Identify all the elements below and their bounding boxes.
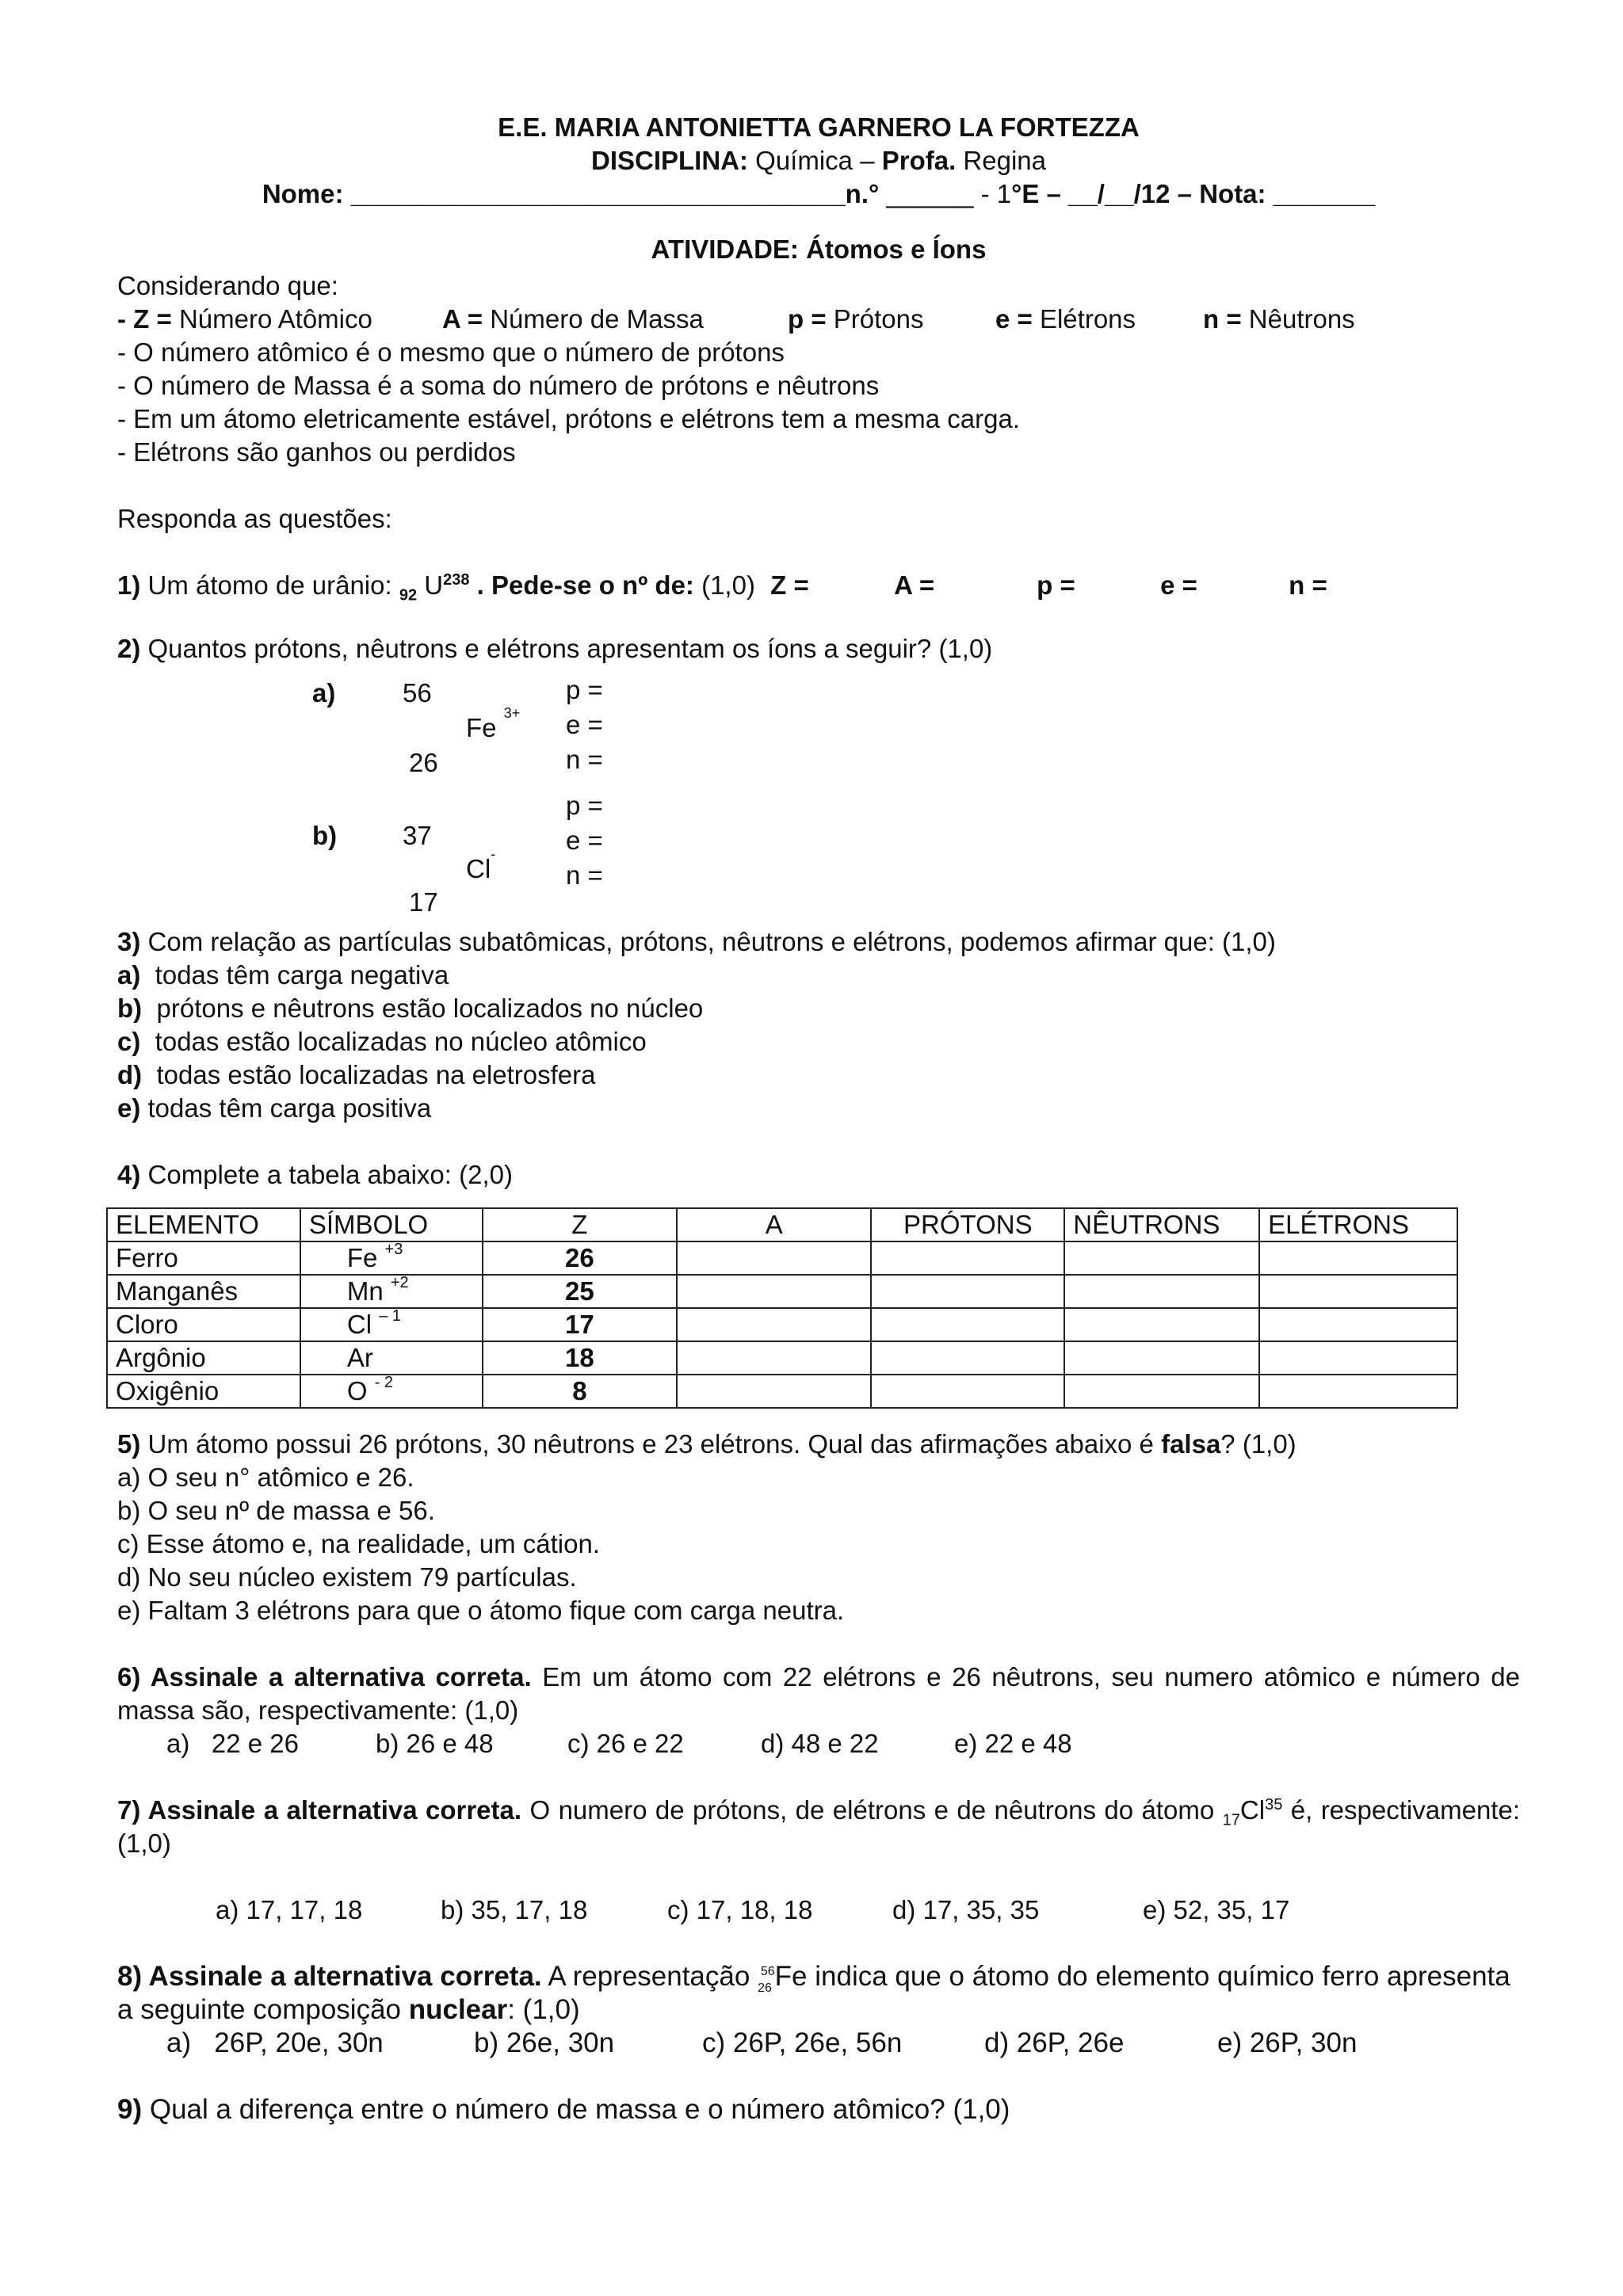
q8-option: c) 26P, 26e, 56n (702, 2027, 903, 2058)
question-4 (117, 1158, 1520, 1192)
q1-field-a: A = (894, 570, 935, 600)
q6-number: 6) (117, 1662, 141, 1691)
question-7 (117, 1794, 1520, 1860)
def-a-val: Número de Massa (490, 304, 704, 334)
q1-field-e: e = (1160, 570, 1197, 600)
ion-a-field-n: n = (566, 745, 603, 774)
z-cell: 8 (483, 1375, 677, 1408)
z-cell: 17 (483, 1308, 677, 1341)
intro-considering: Considerando que: (117, 271, 338, 300)
q8-bold: Assinale a alternativa correta. (142, 1961, 542, 1992)
q7-option: d) 17, 35, 35 (892, 1895, 1040, 1924)
ion-a-symbol: Fe $^{3+}$ (466, 705, 521, 742)
q8-points: : (1,0) (507, 1994, 580, 2025)
electrons-input-cell[interactable] (1259, 1241, 1457, 1275)
ion-a-field-p: p = (566, 675, 603, 704)
q3-option: a) todas têm carga negativa (117, 960, 449, 990)
ion-a-atomic: 26 (409, 748, 438, 777)
q7-text: O numero de prótons, de elétrons e de nêutrons do átomo (521, 1795, 1223, 1825)
q1-ask: . Pede-se o nº de: (469, 570, 694, 600)
q8-text: A representação (541, 1961, 758, 1992)
table-header: ELEMENTO (107, 1208, 300, 1241)
protons-input-cell[interactable] (871, 1275, 1064, 1308)
protons-input-cell[interactable] (871, 1308, 1064, 1341)
q5-points: ? (1,0) (1220, 1429, 1296, 1459)
question-5 (117, 1428, 1520, 1461)
table-header-row (107, 1208, 1457, 1241)
neutrons-input-cell[interactable] (1064, 1241, 1259, 1275)
q5-option: a) O seu n° atômico e 26. (117, 1463, 414, 1492)
q8-number: 8) (117, 1961, 143, 1992)
rule-line: - O número atômico é o mesmo que o número de prótons (117, 338, 785, 367)
q8-option: b) 26e, 30n (474, 2027, 615, 2058)
turma-date-nota: °E – __/__/12 – Nota: _______ (1011, 179, 1376, 208)
a-input-cell[interactable] (677, 1341, 871, 1375)
a-input-cell[interactable] (677, 1275, 871, 1308)
q3-text: Com relação as partículas subatômicas, prótons, nêutrons e elétrons, podemos afirmar que: (1,0) (140, 927, 1276, 956)
z-cell: 25 (483, 1275, 677, 1308)
q7-option: a) 17, 17, 18 (216, 1895, 363, 1924)
def-p-key: p = (788, 304, 834, 334)
table-row (107, 1241, 1457, 1275)
ion-a-charge: 3+ (503, 705, 521, 721)
q1-number: 1) (117, 570, 141, 600)
q8-mass-number: 56 (760, 1965, 775, 1979)
q7-text-end: é, respectivamente: (1,0) (117, 1795, 1520, 1858)
z-cell: 26 (483, 1241, 677, 1275)
activity-title: ATIVIDADE: Átomos e Íons (651, 235, 987, 264)
q7-symbol: Cl (1239, 1795, 1266, 1825)
table-row (107, 1341, 1457, 1375)
q6-option: a) 22 e 26 (166, 1729, 299, 1758)
disciplina-label: DISCIPLINA: (590, 146, 748, 175)
q8-bold-word: nuclear (408, 1994, 508, 2025)
q8-option: d) 26P, 26e (984, 2027, 1125, 2058)
q5-option: d) No seu núcleo existem 79 partículas. (117, 1562, 577, 1592)
def-e-key: e = (995, 304, 1040, 334)
table-row (107, 1275, 1457, 1308)
a-input-cell[interactable] (677, 1308, 871, 1341)
q1-field-z: Z = (770, 570, 809, 600)
school-name: E.E. MARIA ANTONIETTA GARNERO LA FORTEZZA (498, 113, 1140, 142)
table-header: A (677, 1208, 871, 1241)
q6-option: c) 26 e 22 (567, 1729, 684, 1758)
element-cell: Argônio (107, 1341, 300, 1375)
rule-line: - Em um átomo eletricamente estável, prótons e elétrons tem a mesma carga. (117, 404, 1020, 433)
ion-a-label: a) (312, 678, 336, 707)
student-info-line (117, 177, 1520, 211)
ion-b-atomic: 17 (409, 887, 438, 917)
header (117, 111, 1520, 211)
definitions-line (117, 303, 1520, 336)
table-header: Z (483, 1208, 677, 1241)
def-e-val: Elétrons (1039, 304, 1136, 334)
q8-option: e) 26P, 30n (1217, 2027, 1358, 2058)
q7-bold: Assinale a alternativa correta. (140, 1795, 522, 1825)
protons-input-cell[interactable] (871, 1375, 1064, 1408)
numero-blank: ______ - 1 (879, 179, 1012, 208)
question-2 (117, 632, 1520, 666)
ion-b-field-p: p = (566, 791, 603, 820)
neutrons-input-cell[interactable] (1064, 1341, 1259, 1375)
q7-atomic-number: 17 (1222, 1811, 1240, 1829)
q6-option: d) 48 e 22 (761, 1729, 879, 1758)
electrons-input-cell[interactable] (1259, 1341, 1457, 1375)
q3-option: b) prótons e nêutrons estão localizados no núcleo (117, 994, 704, 1023)
def-z-key: - Z = (117, 304, 179, 334)
neutrons-input-cell[interactable] (1064, 1275, 1259, 1308)
table-header: PRÓTONS (871, 1208, 1064, 1241)
neutrons-input-cell[interactable] (1064, 1308, 1259, 1341)
table-row (107, 1375, 1457, 1408)
elements-table (106, 1207, 1458, 1409)
a-input-cell[interactable] (677, 1375, 871, 1408)
q7-option: c) 17, 18, 18 (667, 1895, 813, 1924)
ion-b-label: b) (312, 821, 338, 850)
q9-number: 9) (117, 2094, 143, 2125)
q1-text: Um átomo de urânio: (140, 570, 399, 600)
q1-field-n: n = (1289, 570, 1327, 600)
q5-option: c) Esse átomo e, na realidade, um cátion. (117, 1529, 600, 1558)
protons-input-cell[interactable] (871, 1241, 1064, 1275)
q5-option: b) O seu nº de massa e 56. (117, 1496, 435, 1525)
q6-option: e) 22 e 48 (954, 1729, 1072, 1758)
q6-options (117, 1727, 1520, 1760)
question-8 (117, 1960, 1520, 2027)
q1-atomic-number: 92 (399, 586, 418, 605)
disciplina-value: Química – (755, 146, 882, 175)
q8-atomic-number: 26 (758, 1981, 772, 1995)
q3-number: 3) (117, 927, 141, 956)
q5-number: 5) (117, 1429, 141, 1459)
symbol-cell: Fe $^{+3}$ (300, 1241, 483, 1275)
symbol-cell: Mn $^{+2}$ (300, 1275, 483, 1308)
q1-symbol: U (417, 570, 444, 600)
a-input-cell[interactable] (677, 1241, 871, 1275)
q5-text: Um átomo possui 26 prótons, 30 nêutrons e 23 elétrons. Qual das afirmações abaixo é (140, 1429, 1162, 1459)
ion-a-mass: 56 (403, 678, 432, 707)
ion-b-mass: 37 (403, 821, 432, 850)
symbol-cell: Cl $^{- 1}$ (300, 1308, 483, 1341)
table-header: NÊUTRONS (1064, 1208, 1259, 1241)
def-p-val: Prótons (833, 304, 924, 334)
q1-points: (1,0) (693, 570, 755, 600)
ion-b (117, 781, 1520, 925)
element-cell: Ferro (107, 1241, 300, 1275)
neutrons-input-cell[interactable] (1064, 1375, 1259, 1408)
ion-a (117, 666, 1520, 781)
element-cell: Manganês (107, 1275, 300, 1308)
q8-text-b: indica que o átomo do elemento químico ferro apresenta a seguinte composição (117, 1961, 1510, 2025)
z-cell: 18 (483, 1341, 677, 1375)
ion-a-field-e: e = (566, 710, 603, 739)
question-3 (117, 925, 1520, 959)
symbol-cell: O $^{- 2}$ (300, 1375, 483, 1408)
ion-b-field-e: e = (566, 826, 603, 855)
q6-bold: Assinale a alternativa correta. (140, 1662, 532, 1691)
def-n-key: n = (1203, 304, 1249, 334)
element-cell: Cloro (107, 1308, 300, 1341)
question-1 (117, 569, 1520, 605)
q3-option: d) todas estão localizadas na eletrosfera (117, 1060, 596, 1089)
protons-input-cell[interactable] (871, 1341, 1064, 1375)
worksheet-page (117, 111, 1520, 2126)
q6-option: b) 26 e 48 (376, 1729, 494, 1758)
q8-option: a) 26P, 20e, 30n (166, 2027, 384, 2058)
q6-text: Em um átomo com 22 elétrons e 26 nêutrons, seu numero atômico e número de massa são, respectivamente: (1,0) (117, 1662, 1521, 1725)
q1-mass-number: 238 (443, 571, 470, 589)
q4-text: Complete a tabela abaixo: (2,0) (140, 1160, 513, 1189)
table-row (107, 1308, 1457, 1341)
table-header: ELÉTRONS (1259, 1208, 1457, 1241)
ion-b-field-n: n = (566, 860, 603, 890)
def-z-val: Número Atômico (178, 304, 372, 334)
q7-option: b) 35, 17, 18 (441, 1895, 588, 1924)
question-9 (117, 2093, 1520, 2126)
def-a-key: A = (442, 304, 491, 334)
rule-line: - O número de Massa é a soma do número de prótons e nêutrons (117, 371, 880, 400)
question-6 (117, 1661, 1520, 1727)
q2-number: 2) (117, 634, 141, 663)
prof-value: Regina (956, 146, 1046, 175)
electrons-input-cell[interactable] (1259, 1308, 1457, 1341)
electrons-input-cell[interactable] (1259, 1275, 1457, 1308)
q7-number: 7) (117, 1795, 141, 1825)
q3-option: c) todas estão localizadas no núcleo atômico (117, 1027, 647, 1056)
q9-text: Qual a diferença entre o número de massa e o número atômico? (1,0) (142, 2094, 1010, 2125)
electrons-input-cell[interactable] (1259, 1375, 1457, 1408)
q8-options (117, 2027, 1520, 2060)
prof-label: Profa. (881, 146, 957, 175)
q5-option: e) Faltam 3 elétrons para que o átomo fique com carga neutra. (117, 1596, 845, 1625)
nome-field: Nome: __________________________________n.° (262, 179, 880, 208)
q7-option: e) 52, 35, 17 (1143, 1895, 1290, 1924)
symbol-cell: Ar (300, 1341, 483, 1375)
element-cell: Oxigênio (107, 1375, 300, 1408)
q4-number: 4) (117, 1160, 141, 1189)
ion-b-symbol: Cl- (466, 846, 496, 883)
q2-text: Quantos prótons, nêutrons e elétrons apresentam os íons a seguir? (1,0) (140, 634, 993, 663)
def-n-val: Nêutrons (1248, 304, 1355, 334)
ion-b-charge: - (491, 846, 496, 862)
table-header: SÍMBOLO (300, 1208, 483, 1241)
q7-options (117, 1894, 1520, 1927)
q3-option: e) todas têm carga positiva (117, 1093, 432, 1123)
q7-mass-number: 35 (1265, 1796, 1283, 1814)
q5-bold: falsa (1161, 1429, 1221, 1459)
respond-instruction: Responda as questões: (117, 504, 392, 533)
q8-symbol: Fe (774, 1961, 808, 1992)
q1-field-p: p = (1037, 570, 1075, 600)
rule-line: - Elétrons são ganhos ou perdidos (117, 437, 516, 467)
